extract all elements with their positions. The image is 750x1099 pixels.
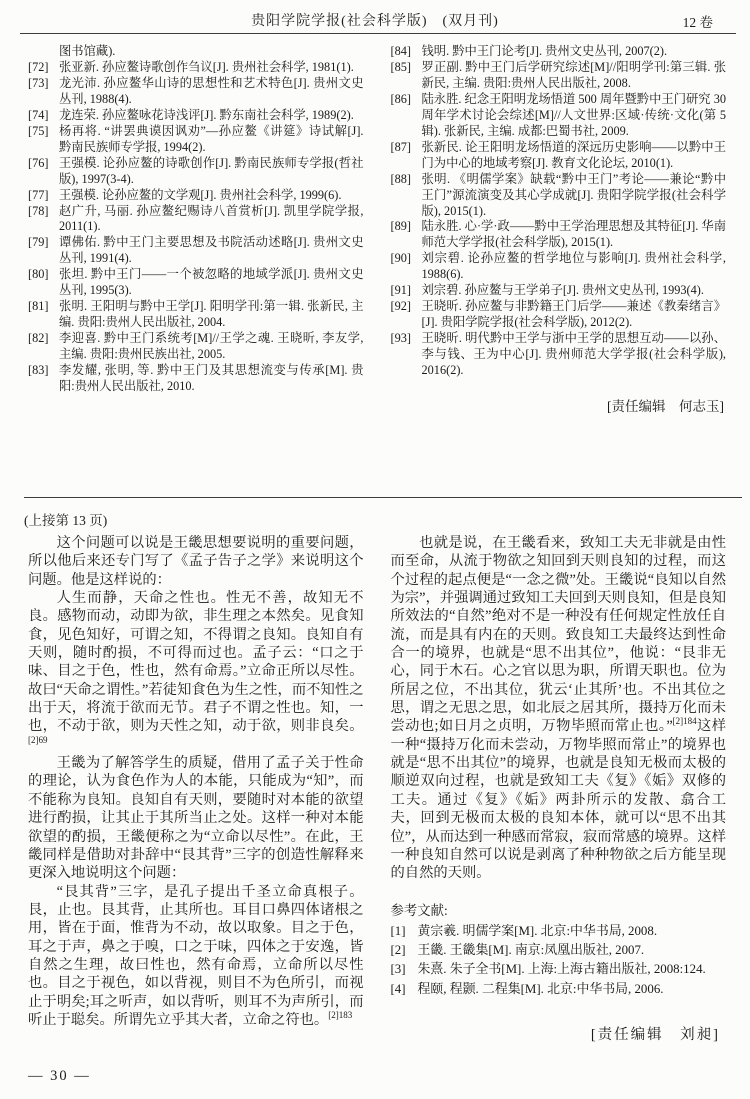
reference-text: 王强模. 论孙应鳌的文学观[J]. 贵州社会科学, 1999(6).	[59, 187, 342, 202]
journal-title: 贵阳学院学报(社会科学版) (双月刊)	[251, 14, 499, 29]
reference-item	[28, 299, 364, 331]
journal-header	[25, 10, 725, 32]
reference-number: [80]	[28, 267, 49, 282]
reference-text: 王畿. 王畿集[M]. 南京:凤凰出版社, 2007.	[417, 942, 645, 957]
reference-number: [73]	[28, 75, 49, 90]
reference-text: 张明. 《明儒学案》缺载“黔中王门”考论——兼论“黔中王门”源流演变及其心学成就[J]. 贵阳学院学报(社会科学版), 2015(1).	[421, 171, 726, 218]
reference-item	[391, 251, 727, 283]
reference-number: [90]	[390, 251, 411, 266]
reference-number: [1]	[390, 923, 406, 938]
continuation-note: (上接第 13 页)	[24, 513, 108, 528]
reference-text: 杨再将. “讲罢典谟因讽劝”—孙应鳌《讲筵》诗试解[J]. 黔南民族师专学报, 1994(2).	[59, 123, 364, 154]
body-paragraph	[28, 534, 364, 589]
header-rule	[20, 33, 736, 34]
reference-number: [88]	[390, 171, 411, 186]
text-segment: 王畿为了解答学生的质疑，借用了孟子关于性命的理论，认为食色作为人的本能，只能成为“知”，而不能称为良知。良知自有天则，要随时对本能的欲望进行酌损，让其止于其所当止之处。这样一种对本能欲望的酌损，王畿便称之为“立命以尽性”。在此，王畿同样是借助对卦辞中“艮其背”三字的创造性解释来更深入地说明这个问题：	[28, 755, 364, 882]
citation-superscript: [2]184	[672, 716, 697, 727]
reference-number: [83]	[28, 363, 49, 378]
reference-text: 谭佛佑. 黔中王门主要思想及书院活动述略[J]. 贵州文史丛刊, 1991(4).	[59, 235, 364, 266]
reference-item	[391, 92, 727, 140]
references-column-left	[28, 44, 364, 415]
reference-number: [85]	[390, 59, 411, 74]
reference-text: 刘宗碧. 论孙应鳌的哲学地位与影响[J]. 贵州社会科学, 1988(6).	[421, 251, 726, 282]
reference-item	[391, 331, 727, 379]
reference-item	[28, 204, 364, 236]
reference-text: 刘宗碧. 孙应鳌与王学弟子[J]. 贵州文史丛刊, 1993(4).	[421, 283, 704, 298]
text-segment: 也就是说，在王畿看来，致知工夫无非就是由性而至命，从流于物欲之知回到天则良知的过程，而这个过程的起点便是“一念之微”处。王畿说“良知以自然为宗”，并强调通过致知工夫回到天则良知，但是良知所效法的“自然”绝对不是一种没有任何规定性放任自流，而是具有内在的天则。致良知工夫最终达到性命合一的境界，也就是“思不出其位”，他说：“艮非无心，同于木石。心之官以思为职，所谓天职也。位为所居之位，不出其位，犹云‘止其所’也。不出其位之思，谓之无思之思，如北辰之居其所，摄持万化而未尝动也;如日月之贞明，万物毕照而常止也。”	[390, 535, 726, 735]
reference-item	[391, 922, 727, 941]
reference-text: 张新民. 论王阳明龙场悟道的深远历史影响——以黔中王门为中心的地域考察[J]. 教育文化论坛, 2010(1).	[421, 139, 726, 170]
text-segment: “艮其背”三字，是孔子提出千圣立命真根子。艮，止也。艮其背，止其所也。耳目口鼻四体诸根之用，皆在于面，惟背为不动，故以取象。目之于色，耳之于声，鼻之于嗅，口之于味，四体之于安逸，皆自然之生理，故曰性也，然有命焉，立命所以尽性也。目之于视色，如以背视，则目不为色所引，而视止于明矣;耳之听声，如以背听，则耳不为声所引，而听止于聪矣。所谓先立乎其大者，立命之符也。	[28, 883, 364, 1028]
reference-number: [3]	[390, 962, 406, 977]
reference-text: 图书馆藏).	[59, 44, 116, 58]
reference-item	[28, 331, 364, 363]
reference-item	[28, 124, 364, 156]
reference-text: 程颐, 程颢. 二程集[M]. 北京:中华书局, 2006.	[417, 981, 664, 996]
reference-text: 龙连荣. 孙应鳌咏花诗浅评[J]. 黔东南社会科学, 1989(2).	[59, 107, 354, 122]
reference-number: [72]	[28, 59, 49, 74]
reference-text: 张亚新. 孙应鳌诗歌创作刍议[J]. 贵州社会科学, 1981(1).	[59, 59, 354, 74]
bibliography-heading: 参考文献:	[390, 902, 448, 918]
reference-number: [77]	[28, 187, 49, 202]
reference-number: [91]	[390, 283, 411, 298]
reference-number: [87]	[390, 139, 411, 154]
reference-number: [84]	[390, 44, 411, 58]
reference-item	[28, 363, 364, 395]
references-column-right	[391, 44, 727, 415]
reference-item	[28, 267, 364, 299]
reference-text: 李发耀, 张明, 等. 黔中王门及其思想流变与传承[M]. 贵阳:贵州人民出版社, 2010.	[59, 363, 364, 394]
text-segment: 这样一种“摄持万化而未尝动，万物毕照而常止”的境界也就是“思不出其位”的境界，也就是良知无极而太极的顺逆双向过程，也就是致知工夫《复》《姤》双修的工夫。通过《复》《姤》两卦所示的发散、翕合工夫，回到无极而太极的良知本体，就可以“思不出其位”，从而达到一种感而常寂，寂而常感的境界。这样一种良知自然可以说是剥离了种种物欲之后方能呈现的自然的天则。	[390, 718, 727, 882]
article-column-left	[28, 534, 364, 1044]
reference-number: [2]	[390, 942, 406, 957]
reference-item	[28, 235, 364, 267]
reference-text: 王强模. 论孙应鳌的诗歌创作[J]. 黔南民族师专学报(哲社版), 1997(3-4).	[59, 155, 364, 186]
reference-number: [4]	[390, 981, 406, 996]
article-column-right	[391, 534, 727, 1044]
reference-number: [76]	[28, 155, 49, 170]
body-paragraph	[391, 534, 727, 883]
section-divider	[24, 497, 742, 498]
article-body	[28, 534, 726, 1044]
reference-number: [86]	[390, 91, 411, 106]
reference-item	[391, 44, 727, 60]
citation-superscript: [2]183	[328, 1010, 353, 1021]
reference-text: 张坦. 黔中王门——一个被忽略的地域学派[J]. 贵州文史丛刊, 1995(3).	[59, 267, 364, 298]
reference-item	[391, 941, 727, 960]
reference-text: 王晓昕. 孙应鳌与非黔籍王门后学——兼述《教秦绪言》[J]. 贵阳学院学报(社会科学版), 2012(2).	[421, 299, 726, 330]
reference-item	[391, 299, 727, 331]
reference-text: 罗正副. 黔中王门后学研究综述[M]//阳明学刊:第三辑. 张新民, 主编. 贵阳:贵州人民出版社, 2008.	[421, 59, 726, 90]
editor-note-top: [责任编辑 何志玉]	[607, 399, 724, 415]
quoted-passage	[28, 883, 364, 1030]
reference-item	[391, 283, 727, 299]
article-text-right	[391, 534, 727, 883]
reference-number: [93]	[390, 331, 411, 346]
reference-item	[391, 172, 727, 220]
reference-number: [92]	[390, 299, 411, 314]
reference-item	[28, 108, 364, 124]
reference-item	[28, 156, 364, 188]
citation-superscript: [2]69	[28, 735, 48, 746]
reference-number: [78]	[28, 203, 49, 218]
reference-number: [79]	[28, 235, 49, 250]
bibliography-list	[391, 922, 727, 1000]
reference-item	[28, 188, 364, 204]
reference-text: 龙光沛. 孙应鳌华山诗的思想性和艺术特色[J]. 贵州文史丛刊, 1988(4).	[59, 75, 364, 106]
reference-number: [89]	[390, 219, 411, 234]
reference-number: [82]	[28, 331, 49, 346]
reference-number: [74]	[28, 107, 49, 122]
reference-text: 黄宗羲. 明儒学案[M]. 北京:中华书局, 2008.	[417, 923, 658, 938]
reference-text: 赵广升, 马丽. 孙应鳌纪赐诗八首赏析[J]. 凯里学院学报, 2011(1).	[59, 203, 364, 234]
reference-item	[391, 980, 727, 999]
reference-item	[391, 960, 727, 979]
reference-text: 陆永胜. 心·学·政——黔中王学治理思想及其特征[J]. 华南师范大学学报(社会科学版), 2015(1).	[421, 219, 726, 250]
quoted-passage	[28, 589, 364, 754]
references-section	[28, 44, 726, 415]
reference-item	[28, 60, 364, 76]
reference-number: [81]	[28, 299, 49, 314]
reference-text: 钱明. 黔中王门论考[J]. 贵州文史丛刊, 2007(2).	[421, 44, 668, 58]
reference-item	[391, 140, 727, 172]
reference-item	[391, 60, 727, 92]
references-list-right	[391, 44, 727, 379]
reference-text: 王晓昕. 明代黔中王学与浙中王学的思想互动——以孙、李与钱、王为中心[J]. 贵州师范大学学报(社会科学版), 2016(2).	[421, 331, 726, 378]
volume-number: 12 卷	[682, 15, 713, 30]
editor-note-bottom: [责任编辑 刘昶]	[590, 1027, 720, 1044]
text-segment: 这个问题可以说是王畿思想要说明的重要问题，所以他后来还专门写了《孟子告子之学》来说明这个问题。他是这样说的：	[28, 535, 364, 588]
reference-text: 张明. 王阳明与黔中王学[J]. 阳明学刊:第一辑. 张新民, 主编. 贵阳:贵州人民出版社, 2004.	[59, 299, 364, 330]
body-paragraph	[28, 754, 364, 882]
page-number: — 30 —	[28, 1068, 91, 1084]
reference-text: 朱熹. 朱子全书[M]. 上海:上海古籍出版社, 2008:124.	[417, 962, 706, 977]
reference-number: [75]	[28, 123, 49, 138]
reference-number	[28, 44, 59, 60]
reference-text: 李迎喜. 黔中王门系统考[M]//王学之魂. 王晓昕, 李友学, 主编. 贵阳:贵州民族出社, 2005.	[59, 331, 364, 362]
reference-item	[28, 44, 364, 60]
reference-text: 陆永胜. 纪念王阳明龙场悟道 500 周年暨黔中王门研究 30 周年学术讨论会综述[M]//人文世界:区域·传统·文化(第 5 辑). 张新民, 主编. 成都:巴蜀书社, 2009.	[421, 91, 726, 138]
reference-item	[391, 219, 727, 251]
text-segment: 人生而静，天命之性也。性无不善，故知无不良。感物而动，动即为欲，非生理之本然矣。见食知食，见色知好，可谓之知，不得谓之良知。良知自有天则，随时酌损，不可得而过也。孟子云：“口之于味、目之于色，性也，然有命焉。”立命正所以尽性。故曰“天命之谓性。”若徒知食色为生之性，而不知性之出于天，将流于欲而无节。君子不谓之性也。知，一也，不动于欲，则为天性之知，动于欲，则非良矣。	[28, 590, 364, 735]
reference-item	[28, 76, 364, 108]
